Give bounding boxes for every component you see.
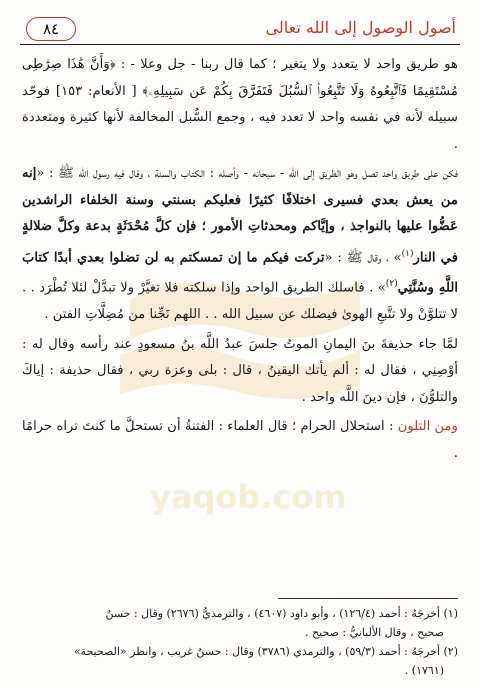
p1-rest: فوحّد سبيله لأنه في نفسه واحد لا تعدد فيه ، وجمع السُّبل المخالفة لأنها كثيرة ومتعددة . [22, 83, 458, 152]
paragraph-1 [22, 52, 458, 158]
footnote-1 [22, 604, 458, 623]
main-text [22, 52, 458, 470]
footnote-2-line-1: (٢) أخرجَهُ : أحمد (٥٩/٣) ، والترمذي (٣٧٨٦) وقال : حسنٌ غريب ، وانظر «الصحيحة» [73, 645, 458, 658]
footnote-2 [22, 642, 458, 661]
running-title: أصول الوصول إلى الله تعالى [265, 18, 456, 37]
footnote-2-line-2: (١٧٦١) . [404, 664, 444, 677]
footnote-1-line-2: صحيح ، وقال الألبانيُّ : صحيح . [305, 626, 444, 639]
footnotes [22, 604, 458, 680]
quran-verse: ﴿وَأَنَّ هَٰذَا صِرَٰطِى مُسْتَقِيمًا فَٱتَّبِعُوهُ وَلَا تَتَّبِعُوا۟ ٱلسُّبُلَ فَتَفَرَّقَ بِكُمْ عَن سَبِيلِهِۦ﴾ [22, 57, 459, 99]
p1-intro: هو طريق واحد لا يتعدد ولا يتغير ؛ كما قال ربنا - جل وعلا - : [120, 57, 458, 72]
hadith-2: تركت فيكم ما إن تمسكتم به لن تضلوا بعدي أبدًا كتابَ اللَّهِ وسُنَّتِي [22, 249, 459, 296]
p2-part-a: فكن على طريق واحد تصل وهو الطريق إلى الله - سبحانه - وأصله : الكتاب والسنة ، وقال فيه رسول الله ﷺ : « [36, 166, 458, 181]
page-number: ٨٤ [42, 20, 60, 38]
page-header [20, 14, 460, 45]
footnote-1-cont [22, 623, 458, 642]
verse-reference: [ الأنعام: ١٥٣] [55, 83, 137, 99]
p2-part-c: » . فاسلك الطريق الواحد وإذا سلكته فلا تغيَّرْ ولا تبدَّلْ لئلا تُطْرَد . . لا تتلوَّنْ ولا تتَّبعِ الهوىٰ فيضلك عن سبيل الله . . اللهم نَجِّنا من مُضِلَّاتِ الفتن . [22, 280, 458, 323]
footnote-2-cont [22, 661, 458, 680]
p2-part-b: » ، وقال ﷺ : « [324, 249, 402, 265]
p3-text: لمَّا جاء حذيفةَ بنَ اليمانِ الموتُ جلسَ عبدُ اللَّه بنُ مسعودٍ عند رأسه وقال له : أوْصِنِي ، فقال له : ألم يأتك اليقينُ ، قال : بلى وعزة ربي ، فقال حذيفة : إياكَ والتلوُّنَ ، فإن دينَ اللَّه واحد . [22, 336, 458, 405]
paragraph-3 [22, 332, 458, 412]
paragraph-4 [22, 414, 458, 467]
page-number-badge [26, 17, 76, 41]
footnote-separator [278, 598, 458, 599]
paragraph-2 [22, 161, 458, 329]
section-lead-red: ومن التلون [397, 419, 458, 435]
footnote-1-line-1: (١) أخرجَهُ : أحمد (١٢٦/٤) ، وأبو داود (٤٦٠٧) ، والترمذيُّ (٢٦٧٦) وقال : حسنٌ [105, 607, 458, 620]
hadith-1: إنه من يعش بعدي فسيرى اختلافًا كثيرًا فعليكم بسنتي وسنة الخلفاء الراشدين عَضُّوا عليها بالنواجذ ، وإيَّاكم ومحدثاتِ الأمور ؛ فإن كلَّ مُحْدَثَةٍ بدعة وكلَّ ضلالةٍ في النار [22, 166, 458, 265]
p4-rest: : استحلال الحرام ؛ قال العلماء : الفتنةُ أن تستحلَّ ما كنتَ تراه حرامًا . [22, 419, 458, 461]
footnote-ref-1[interactable]: (١) [401, 248, 414, 259]
watermark-text: yaqob.com [150, 478, 347, 516]
footnote-ref-2[interactable]: (٢) [385, 279, 398, 290]
